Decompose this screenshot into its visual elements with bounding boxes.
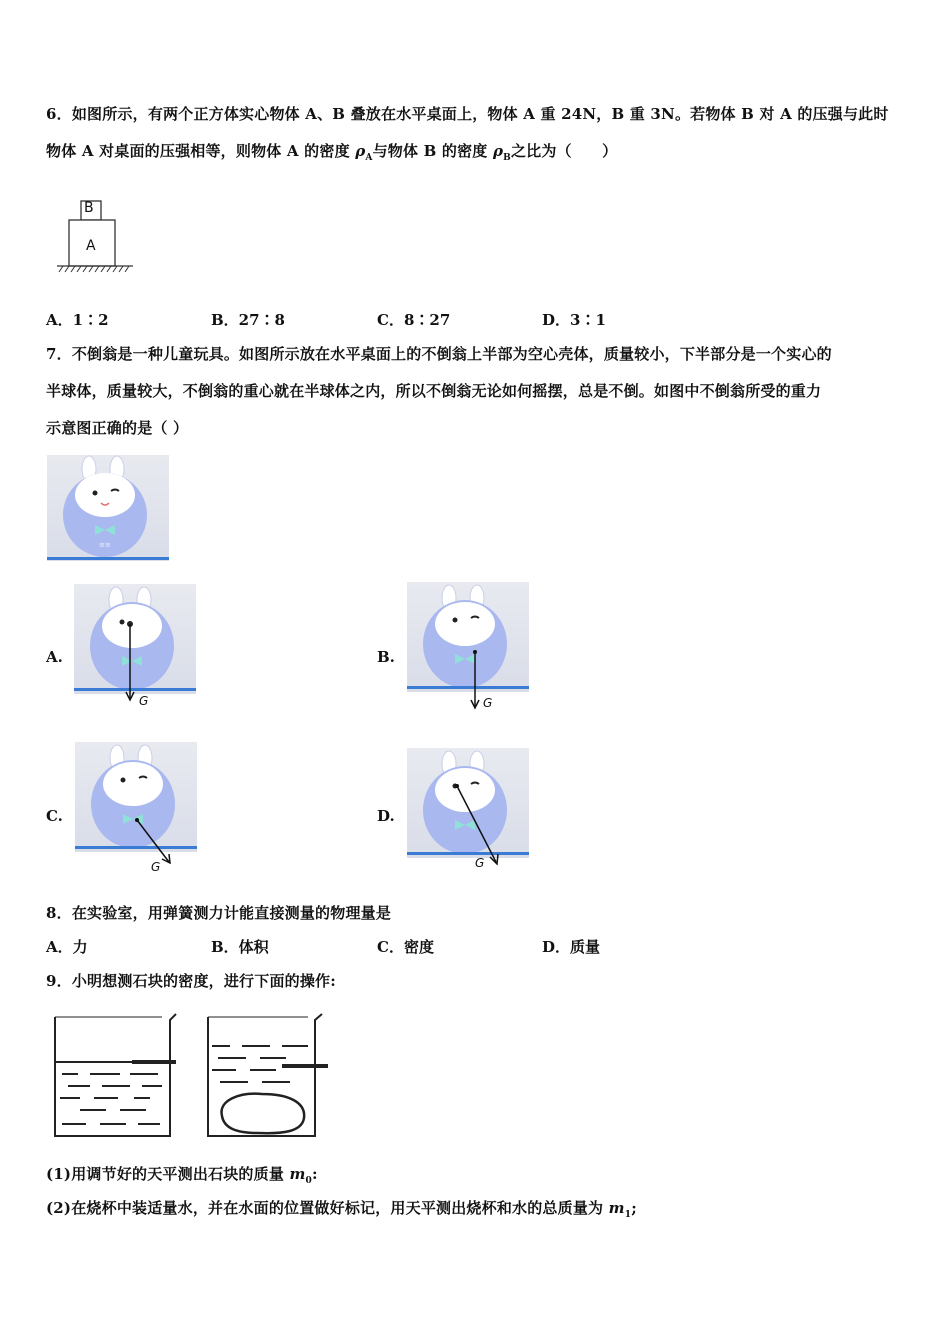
force-label-g: G — [151, 860, 161, 874]
q7-line-2: 半球体，质量较大，不倒翁的重心就在半球体之内，所以不倒翁无论如何摇摆，总是不倒。如图中不倒翁所受的重力 — [46, 382, 822, 400]
q7-option-a-figure[interactable] — [74, 584, 196, 712]
q6-line-1: 6．如图所示，有两个正方体实心物体 A、B 叠放在水平桌面上，物体 A 重 24N，B 重 3N。若物体 B 对 A 的压强与此时 — [46, 105, 889, 123]
rho-symbol: ρ — [355, 142, 366, 160]
svg-text:≡≡: ≡≡ — [99, 541, 111, 549]
q9-step-2-pre: (2)在烧杯中装适量水，并在水面的位置做好标记，用天平测出烧杯和水的总质量为 — [46, 1199, 609, 1217]
m0-sub: 0 — [305, 1176, 313, 1186]
q6-line-2 — [46, 140, 617, 163]
force-label-g: G — [139, 694, 149, 708]
q9-step-1-post: : — [312, 1165, 318, 1183]
q8-option-c[interactable]: C．密度 — [377, 938, 434, 956]
m-symbol: m — [289, 1165, 306, 1183]
q7-option-b-figure[interactable] — [407, 582, 529, 712]
q9-line-1: 9．小明想测石块的密度，进行下面的操作: — [46, 972, 336, 990]
sub-b: B — [503, 153, 511, 163]
force-label-g: G — [483, 696, 493, 710]
q8-option-b[interactable]: B．体积 — [211, 938, 269, 956]
q7-line-1: 7．不倒翁是一种儿童玩具。如图所示放在水平桌面上的不倒翁上半部为空心壳体，质量较小，下半部分是一个实心的 — [46, 345, 832, 363]
q7-line-3: 示意图正确的是（ ） — [46, 419, 189, 437]
q9-step-1 — [46, 1163, 318, 1186]
block-b-label: B — [84, 200, 94, 216]
q8-option-d[interactable]: D．质量 — [542, 938, 601, 956]
tumbler-toy-image — [47, 455, 169, 561]
rho-symbol: ρ — [492, 142, 504, 160]
q7-option-c-figure[interactable] — [75, 742, 199, 874]
sub-a: A — [365, 153, 373, 163]
q7-option-d-figure[interactable] — [407, 748, 531, 874]
stacked-blocks-figure — [55, 198, 135, 278]
q7-option-a-label[interactable]: A. — [46, 648, 63, 666]
q7-option-b-label[interactable]: B. — [377, 648, 395, 666]
q9-step-1-pre: (1)用调节好的天平测出石块的质量 — [46, 1165, 290, 1183]
m1-sub: 1 — [624, 1210, 632, 1220]
q7-option-d-label[interactable]: D. — [377, 807, 395, 825]
q6-option-c[interactable]: C．8∶27 — [377, 311, 451, 329]
q6-line-2-pre: 物体 A 对桌面的压强相等，则物体 A 的密度 — [46, 142, 356, 160]
q6-option-d[interactable]: D．3∶1 — [542, 311, 606, 329]
q6-line-2-post: 之比为（ ） — [510, 142, 618, 160]
q8-line-1: 8．在实验室，用弹簧测力计能直接测量的物理量是 — [46, 904, 392, 922]
q9-step-2 — [46, 1197, 637, 1220]
q6-line-2-mid: 与物体 B 的密度 — [372, 142, 493, 160]
q6-option-a[interactable]: A．1∶2 — [46, 311, 109, 329]
q6-option-b[interactable]: B．27∶8 — [211, 311, 285, 329]
force-label-g: G — [475, 856, 485, 870]
q7-option-c-label[interactable]: C. — [46, 807, 63, 825]
block-a-label: A — [86, 238, 96, 254]
beakers-figure — [50, 1012, 340, 1142]
m-symbol: m — [608, 1199, 625, 1217]
q8-option-a[interactable]: A．力 — [46, 938, 88, 956]
q9-step-2-post: ; — [631, 1199, 637, 1217]
